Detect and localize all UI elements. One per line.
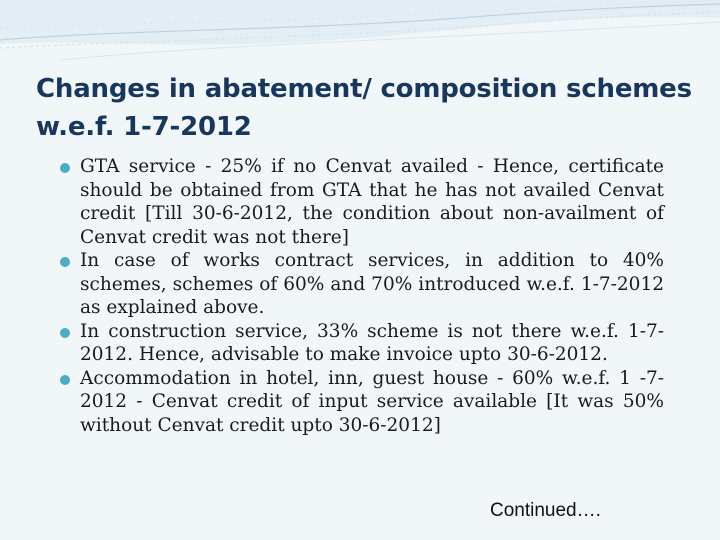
header-wave-decoration [0, 0, 720, 60]
slide-title [36, 70, 696, 146]
bullet-icon [60, 257, 70, 267]
bullet-icon [60, 328, 70, 338]
title-line-1: Changes in abatement/ composition schemes [36, 74, 692, 104]
bullet-text: Accommodation in hotel, inn, guest house - 60% w.e.f. 1 -7-2012 - Cenvat credit of input service available [It was 50% without Cenvat credit upto 30-6-2012] [80, 367, 664, 436]
title-line-2: w.e.f. 1-7-2012 [36, 112, 252, 142]
bullet-icon [60, 163, 70, 173]
bullet-item-works-contract [80, 249, 664, 320]
bullet-text: GTA service - 25% if no Cenvat availed - Hence, certificate should be obtained from GTA that he has not availed Cenvat credit [Till 30-6-2012, the condition about non-availment of Cenvat credit was not there] [80, 156, 664, 248]
bullet-text: In construction service, 33% scheme is not there w.e.f. 1-7-2012. Hence, advisable to make invoice upto 30-6-2012. [80, 320, 664, 365]
bullet-list [80, 155, 664, 437]
bullet-text: In case of works contract services, in addition to 40% schemes, schemes of 60% and 70% introduced w.e.f. 1-7-2012 as explained above. [80, 250, 664, 318]
bullet-item-gta [80, 155, 664, 249]
bullet-icon [60, 375, 70, 385]
continued-label: Continued…. [490, 500, 601, 521]
bullet-item-construction [80, 320, 664, 367]
bullet-item-accommodation [80, 367, 664, 438]
